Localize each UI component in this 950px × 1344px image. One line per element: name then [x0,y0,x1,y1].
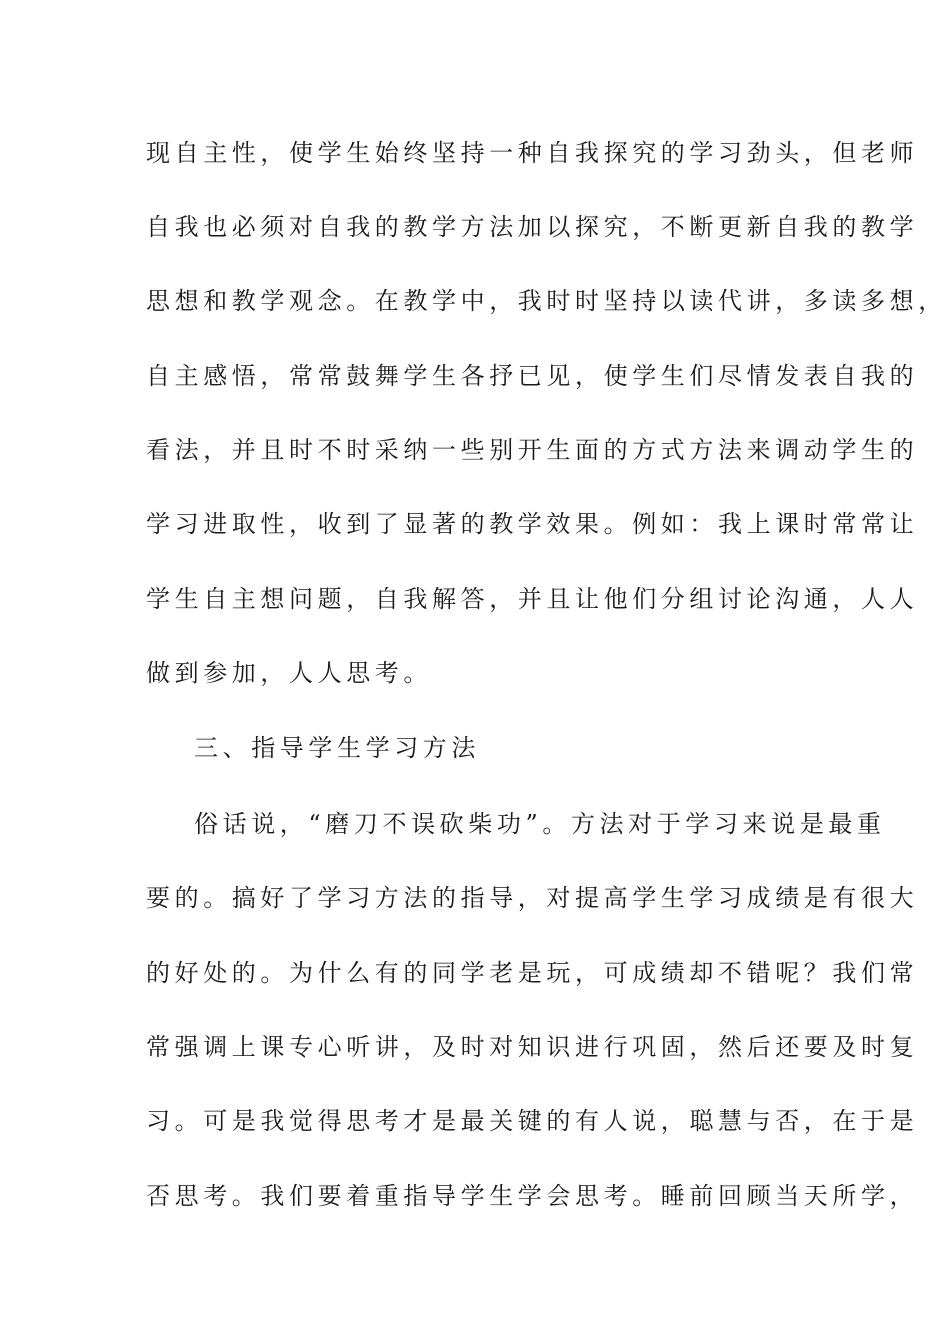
paragraph-line: 常强调上课专心听讲，及时对知识进行巩固，然后还要及时复 [146,1033,919,1061]
paragraph-line: 做到参加，人人思考。 [146,659,432,687]
section-heading: 三、指导学生学习方法 [194,734,480,762]
paragraph-line: 习。可是我觉得思考才是最关键的有人说，聪慧与否，在于是 [146,1107,919,1135]
paragraph-line: 思想和教学观念。在教学中，我时时坚持以读代讲，多读多想， [146,287,947,315]
paragraph-line: 看法，并且时不时采纳一些别开生面的方式方法来调动学生的 [146,436,919,464]
paragraph-line: 现自主性，使学生始终坚持一种自我探究的学习劲头，但老师 [146,139,919,167]
paragraph-line: 否思考。我们要着重指导学生学会思考。睡前回顾当天所学， [146,1182,919,1210]
paragraph-line: 的好处的。为什么有的同学老是玩，可成绩却不错呢？我们常 [146,959,919,987]
paragraph-line: 要的。搞好了学习方法的指导，对提高学生学习成绩是有很大 [146,884,919,912]
paragraph-line: 学习进取性，收到了显著的教学效果。例如：我上课时常常让 [146,510,919,538]
paragraph-line: 自主感悟，常常鼓舞学生各抒已见，使学生们尽情发表自我的 [146,362,919,390]
paragraph-line: 自我也必须对自我的教学方法加以探究，不断更新自我的教学 [146,213,919,241]
paragraph-line: 学生自主想问题，自我解答，并且让他们分组讨论沟通，人人 [146,585,919,613]
paragraph-line: 俗话说，“磨刀不误砍柴功”。方法对于学习来说是最重 [194,810,886,838]
